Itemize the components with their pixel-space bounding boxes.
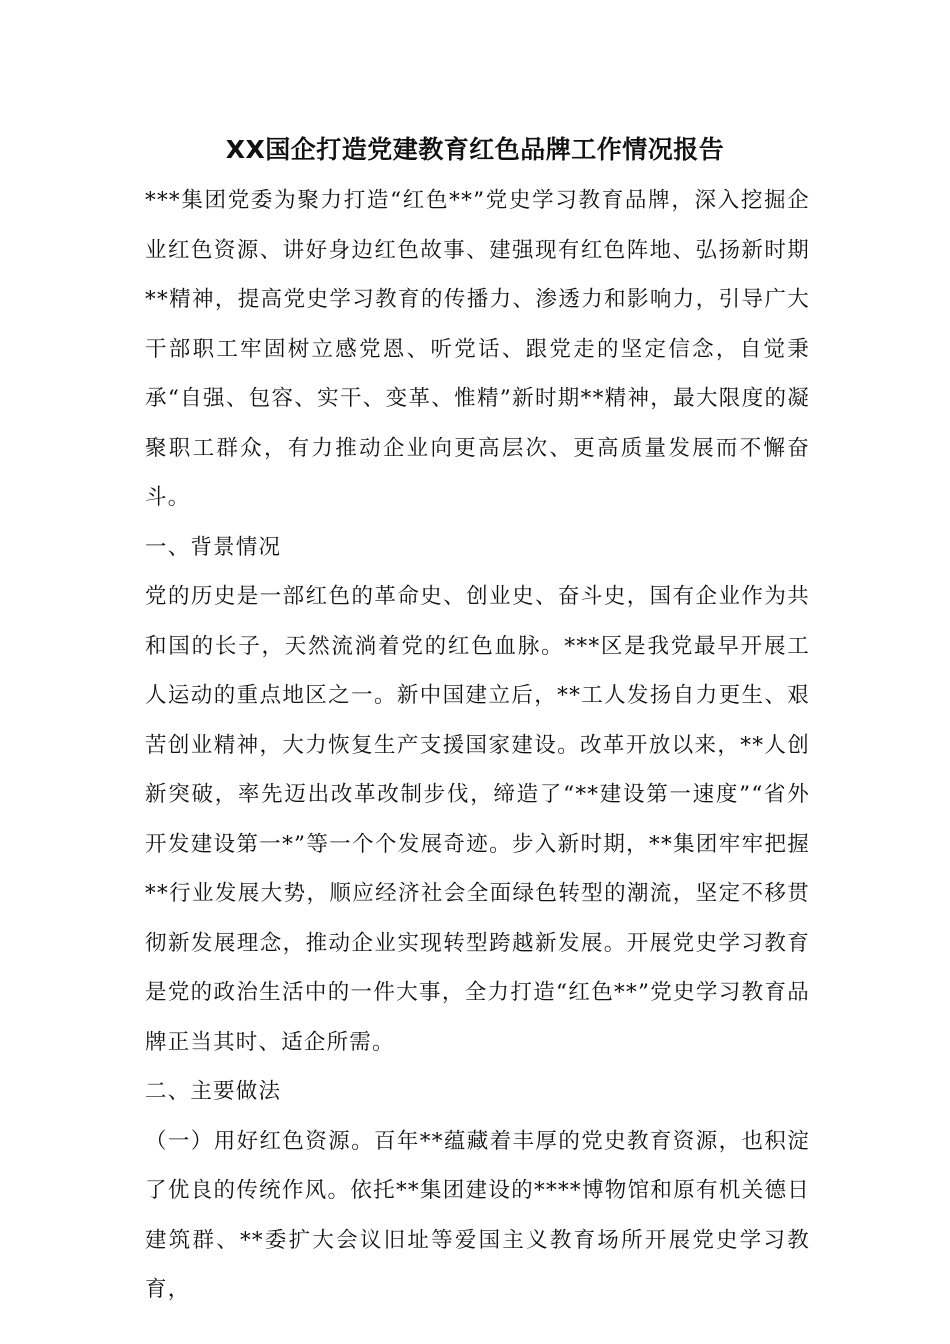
practice-paragraph-1: （一）用好红色资源。百年**蕴藏着丰厚的党史教育资源，也积淀了优良的传统作风。依托**集团建设的****博物馆和原有机关德日建筑群、**委扩大会议旧址等爱国主义教育场所开展党史学习教育，	[145, 1128, 810, 1302]
intro-paragraph: ***集团党委为聚力打造“红色**”党史学习教育品牌，深入挖掘企业红色资源、讲好身边红色故事、建强现有红色阵地、弘扬新时期**精神，提高党史学习教育的传播力、渗透力和影响力，引导广大干部职工牢固树立感党恩、听党话、跟党走的坚定信念，自觉秉承“自强、包容、实干、变革、惟精”新时期**精神，最大限度的凝聚职工群众，有力推动企业向更高层次、更高质量发展而不懈奋斗。	[145, 188, 810, 510]
document-title: XX国企打造党建教育红色品牌工作情况报告	[225, 135, 725, 164]
document-body	[145, 176, 810, 1315]
section-heading-background: 一、背景情况	[145, 534, 282, 560]
section-heading-main-practices: 二、主要做法	[145, 1079, 282, 1104]
background-paragraph: 党的历史是一部红色的革命史、创业史、奋斗史，国有企业作为共和国的长子，天然流淌着党的红色血脉。***区是我党最早开展工人运动的重点地区之一。新中国建立后，**工人发扬自力更生、艰苦创业精神，大力恢复生产支援国家建设。改革开放以来，**人创新突破，率先迈出改革改制步伐，缔造了“**建设第一速度”“省外开发建设第一*”等一个个发展奇迹。步入新时期，**集团牢牢把握**行业发展大势，顺应经济社会全面绿色转型的潮流，坚定不移贯彻新发展理念，推动企业实现转型跨越新发展。开展党史学习教育是党的政治生活中的一件大事，全力打造“红色**”党史学习教育品牌正当其时、适企所需。	[145, 584, 810, 1055]
